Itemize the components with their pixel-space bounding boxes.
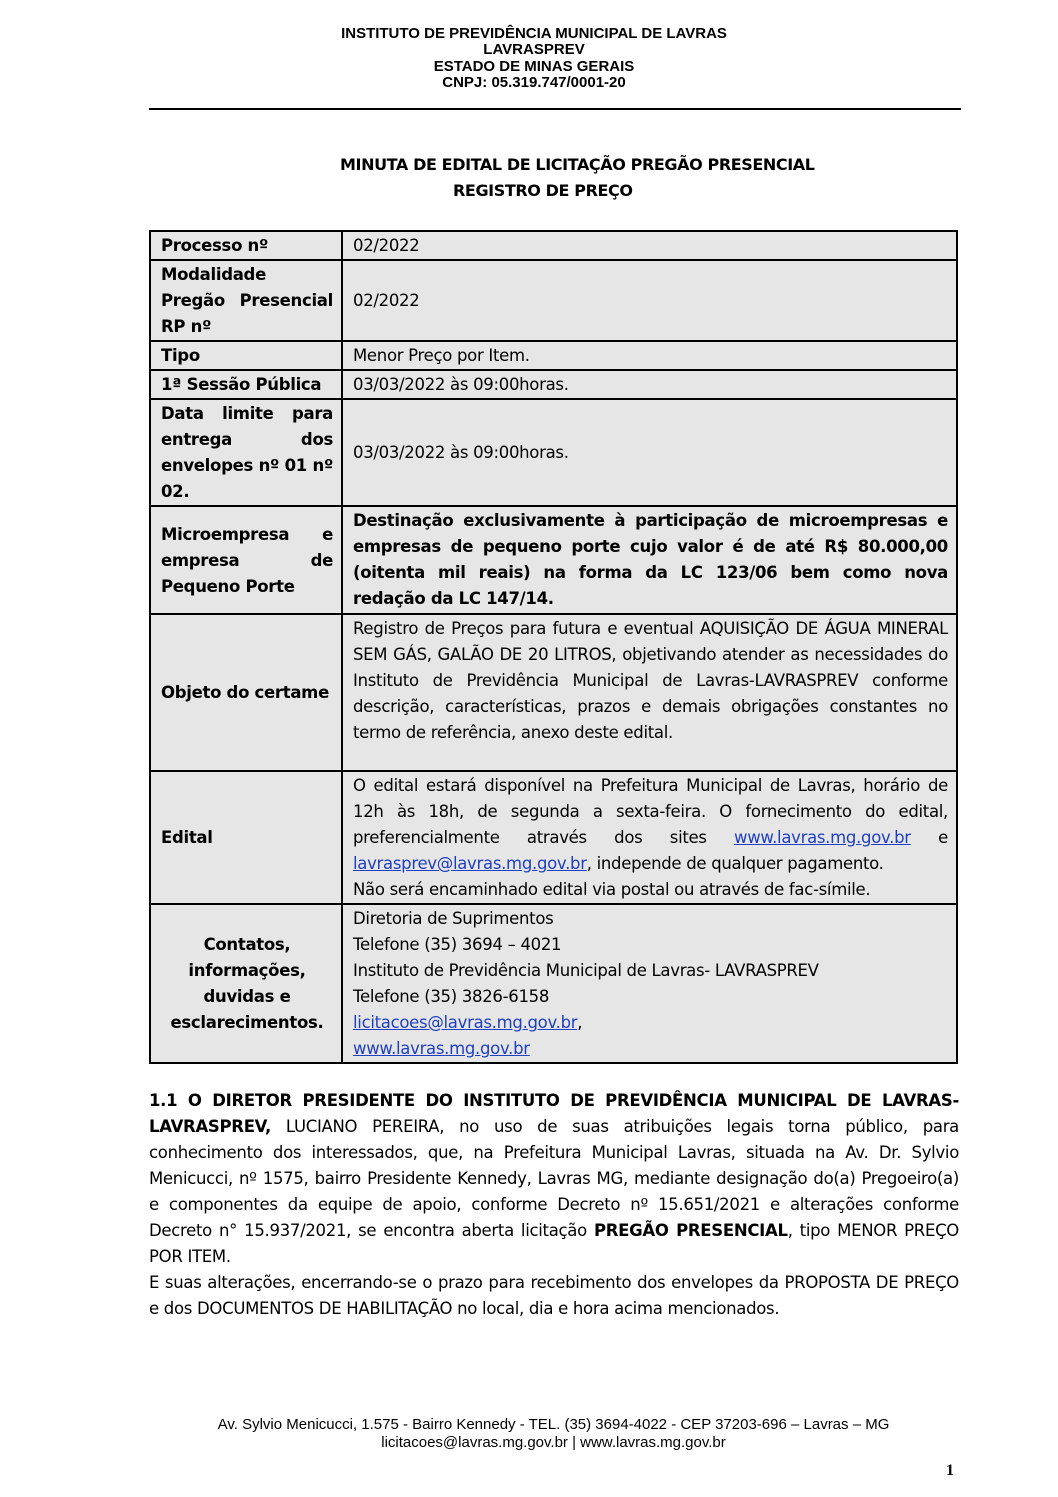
contact-email-link[interactable]: licitacoes@lavras.mg.gov.br bbox=[353, 1013, 578, 1032]
value-edital bbox=[342, 771, 957, 904]
label-contatos bbox=[150, 904, 342, 1063]
edital-text: O edital estará disponível na Prefeitura Municipal de Lavras, horário de 12h às 18h, de segunda a sexta-feira. O fornecimento do edital, preferencialmente através dos sites bbox=[353, 776, 948, 847]
contact-phone-2: Telefone (35) 3826-6158 bbox=[353, 987, 550, 1006]
preamble-type: , tipo MENOR PREÇO POR ITEM. bbox=[149, 1221, 959, 1266]
email-link[interactable]: lavrasprev@lavras.mg.gov.br bbox=[353, 854, 587, 873]
label-contatos-line4: esclarecimentos. bbox=[170, 1013, 324, 1032]
value-modalidade: 02/2022 bbox=[342, 260, 957, 341]
document-title: MINUTA DE EDITAL DE LICITAÇÃO PREGÃO PRESENCIAL bbox=[340, 155, 815, 174]
label-microempresa-line3: Pequeno Porte bbox=[161, 576, 295, 596]
edital-text-cont: , independe de qualquer pagamento. bbox=[586, 854, 884, 873]
label-modalidade-line1: Modalidade bbox=[161, 265, 266, 284]
contact-institute: Instituto de Previdência Municipal de Lavras- LAVRASPREV bbox=[353, 961, 819, 980]
row-sessao bbox=[150, 370, 957, 399]
footer-contacts: licitacoes@lavras.mg.gov.br | www.lavras.mg.gov.br bbox=[381, 1434, 726, 1451]
preamble-body: LUCIANO PEREIRA, no uso de suas atribuições legais torna público, para conhecimento dos interessados, que, na Prefeitura Municipal Lavras, situada na Av. Dr. Sylvio Menicucci, nº 1575, bairro Presidente Kennedy, Lavras MG, mediante designação do(a) Pregoeiro(a) e componentes da equipe de apoio, conforme Decreto nº 15.651/2021 e alterações conforme Decreto n° 15.937/2021, se encontra aberta licitação bbox=[149, 1117, 959, 1240]
value-contatos bbox=[342, 904, 957, 1063]
value-tipo: Menor Preço por Item. bbox=[342, 341, 957, 370]
preamble-text bbox=[149, 1088, 959, 1322]
letterhead bbox=[0, 26, 1058, 92]
state-name: ESTADO DE MINAS GERAIS bbox=[433, 57, 635, 75]
footer-address: Av. Sylvio Menicucci, 1.575 - Bairro Kennedy - TEL. (35) 3694-4022 - CEP 37203-696 – Lavras – MG bbox=[217, 1416, 890, 1433]
preamble-modality: PREGÃO PRESENCIAL bbox=[593, 1221, 788, 1240]
label-contatos-line3: duvidas e bbox=[203, 987, 291, 1006]
value-sessao: 03/03/2022 às 09:00horas. bbox=[342, 370, 957, 399]
row-data-limite bbox=[150, 399, 957, 506]
label-tipo: Tipo bbox=[150, 341, 342, 370]
contact-comma: , bbox=[577, 1013, 583, 1032]
cnpj: CNPJ: 05.319.747/0001-20 bbox=[442, 74, 626, 92]
row-modalidade bbox=[150, 260, 957, 341]
institute-acronym: LAVRASPREV bbox=[483, 41, 585, 59]
contact-email-line bbox=[353, 1010, 948, 1036]
row-edital bbox=[150, 771, 957, 904]
label-data-limite-line3: envelopes nº 01 nº bbox=[161, 456, 333, 475]
label-contatos-line2: informações, bbox=[188, 961, 306, 980]
value-processo: 02/2022 bbox=[342, 231, 957, 260]
label-microempresa-line1: Microempresa e bbox=[161, 524, 333, 544]
row-processo bbox=[150, 231, 957, 260]
label-data-limite-line2: entrega dos bbox=[161, 430, 333, 449]
contact-department: Diretoria de Suprimentos bbox=[353, 909, 554, 928]
label-modalidade-line3: RP nº bbox=[161, 317, 212, 336]
row-microempresa bbox=[150, 506, 957, 614]
label-modalidade-line2: Pregão Presencial bbox=[161, 291, 333, 310]
label-modalidade bbox=[150, 260, 342, 341]
label-microempresa bbox=[150, 506, 342, 614]
label-sessao: 1ª Sessão Pública bbox=[150, 370, 342, 399]
contact-phone-1: Telefone (35) 3694 – 4021 bbox=[353, 935, 562, 954]
page-number: 1 bbox=[946, 1462, 954, 1479]
label-data-limite bbox=[150, 399, 342, 506]
label-contatos-line1: Contatos, bbox=[203, 935, 291, 954]
contact-site-link[interactable]: www.lavras.mg.gov.br bbox=[353, 1039, 530, 1058]
preamble-paragraph-1 bbox=[149, 1088, 959, 1270]
contact-site-line bbox=[353, 1036, 948, 1062]
label-data-limite-line4: 02. bbox=[161, 482, 190, 501]
label-data-limite-line1: Data limite para bbox=[161, 404, 333, 423]
row-contatos bbox=[150, 904, 957, 1063]
edital-and: e bbox=[938, 828, 948, 847]
label-microempresa-line2: empresa de bbox=[161, 550, 333, 570]
preamble-bold-intro: 1.1 O DIRETOR PRESIDENTE DO INSTITUTO DE PREVIDÊNCIA MUNICIPAL DE LAVRAS-LAVRASPREV, bbox=[149, 1091, 959, 1136]
row-tipo bbox=[150, 341, 957, 370]
label-edital: Edital bbox=[150, 771, 342, 904]
value-objeto: Registro de Preços para futura e eventual AQUISIÇÃO DE ÁGUA MINERAL SEM GÁS, GALÃO DE 20 LITROS, objetivando atender as necessidades do Instituto de Previdência Municipal de Lavras-LAVRASPREV conforme descrição, características, prazos e demais obrigações constantes no termo de referência, anexo deste edital. bbox=[342, 614, 957, 771]
row-objeto bbox=[150, 614, 957, 771]
page-footer bbox=[0, 1416, 1058, 1452]
preamble-paragraph-2: E suas alterações, encerrando-se o prazo para recebimento dos envelopes da PROPOSTA DE PREÇO e dos DOCUMENTOS DE HABILITAÇÃO no local, dia e hora acima mencionados. bbox=[149, 1273, 959, 1318]
label-objeto: Objeto do certame bbox=[150, 614, 342, 771]
value-microempresa: Destinação exclusivamente à participação de microempresas e empresas de pequeno porte cujo valor é de até R$ 80.000,00 (oitenta mil reais) na forma da LC 123/06 bem como nova redação da LC 147/14. bbox=[342, 506, 957, 614]
header-divider bbox=[149, 108, 961, 110]
value-data-limite: 03/03/2022 às 09:00horas. bbox=[342, 399, 957, 506]
edital-note: Não será encaminhado edital via postal ou através de fac-símile. bbox=[353, 880, 871, 899]
document-subtitle: REGISTRO DE PREÇO bbox=[453, 181, 633, 200]
site-link[interactable]: www.lavras.mg.gov.br bbox=[734, 828, 911, 847]
label-processo: Processo nº bbox=[150, 231, 342, 260]
process-info-table bbox=[149, 230, 958, 1064]
institute-name: INSTITUTO DE PREVIDÊNCIA MUNICIPAL DE LAVRAS bbox=[341, 25, 727, 42]
